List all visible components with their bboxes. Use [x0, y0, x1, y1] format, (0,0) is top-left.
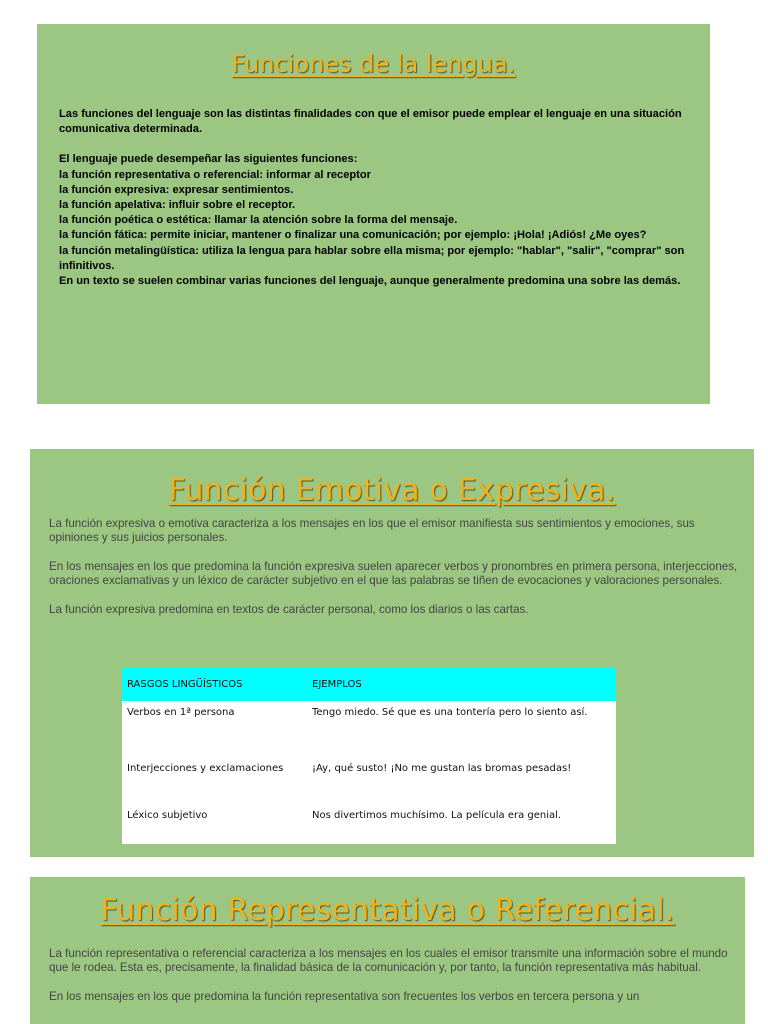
paragraph: La función representativa o referencial caracteriza a los mensajes en los cuales el emisor transmite una información sobre el mundo que le rodea. Esta es, precisamente, la finalidad básica de la comunicación y, por tanto, la función representativa más habitual.	[49, 947, 728, 975]
table-row	[122, 749, 616, 797]
list-item: la función poética o estética: llamar la atención sobre la forma del mensaje.	[59, 214, 458, 227]
table-row	[122, 701, 616, 749]
slide-body	[49, 517, 739, 631]
table-header-cell: EJEMPLOS	[307, 668, 616, 701]
slide-funcion-representativa	[30, 877, 745, 1024]
slide-funciones-lengua	[37, 24, 710, 404]
table-cell: Interjecciones y exclamaciones	[127, 763, 284, 774]
rasgos-table	[122, 668, 616, 844]
slide-funcion-emotiva	[30, 449, 754, 857]
slide-body	[59, 107, 689, 289]
paragraph: Las funciones del lenguaje son las distintas finalidades con que el emisor puede emplear el lenguaje en una situación comunicativa determinada.	[59, 108, 682, 136]
list-item: la función representativa o referencial: informar al receptor	[59, 168, 371, 181]
table-cell: Léxico subjetivo	[127, 810, 208, 821]
table-header-row	[122, 668, 616, 701]
list-item: la función apelativa: influir sobre el receptor.	[59, 199, 296, 212]
slide-title: Función Representativa o Referencial.	[100, 893, 675, 928]
table-cell: Verbos en 1ª persona	[127, 707, 235, 718]
paragraph: La función expresiva o emotiva caracteriza a los mensajes en los que el emisor manifiesta sus sentimientos y emociones, sus opiniones y sus juicios personales.	[49, 517, 695, 545]
table-row	[122, 797, 616, 844]
table-header-cell: RASGOS LINGÜÍSTICOS	[122, 668, 307, 701]
slide-title: Función Emotiva o Expresiva.	[168, 473, 616, 508]
slide-title: Funciones de la lengua.	[231, 50, 516, 78]
list-item: la función metalingüística: utiliza la lengua para hablar sobre ella misma; por ejemplo: "hablar", "salir", "comprar" son infinitivos.	[59, 244, 685, 272]
list-item: la función expresiva: expresar sentimientos.	[59, 183, 294, 196]
table-cell: Nos divertimos muchísimo. La película era genial.	[312, 810, 562, 821]
table-cell: Tengo miedo. Sé que es una tontería pero lo siento así.	[312, 707, 588, 718]
paragraph: En los mensajes en los que predomina la función representativa son frecuentes los verbos en tercera persona y un	[49, 989, 640, 1003]
paragraph: El lenguaje puede desempeñar las siguientes funciones:	[59, 153, 358, 166]
paragraph: En los mensajes en los que predomina la función expresiva suelen aparecer verbos y pronombres en primera persona, interjecciones, oraciones exclamativas y un léxico de carácter subjetivo en el que las palabras se tiñen de evocaciones y valoraciones personales.	[49, 559, 738, 588]
table-cell: ¡Ay, qué susto! ¡No me gustan las bromas pesadas!	[312, 763, 572, 774]
paragraph: La función expresiva predomina en textos de carácter personal, como los diarios o las cartas.	[49, 602, 529, 616]
slide-body	[49, 947, 745, 1018]
list-item: la función fática: permite iniciar, mantener o finalizar una comunicación; por ejemplo: ¡Hola! ¡Adiós! ¿Me oyes?	[59, 229, 647, 242]
paragraph: En un texto se suelen combinar varias funciones del lenguaje, aunque generalmente predomina una sobre las demás.	[59, 275, 681, 288]
